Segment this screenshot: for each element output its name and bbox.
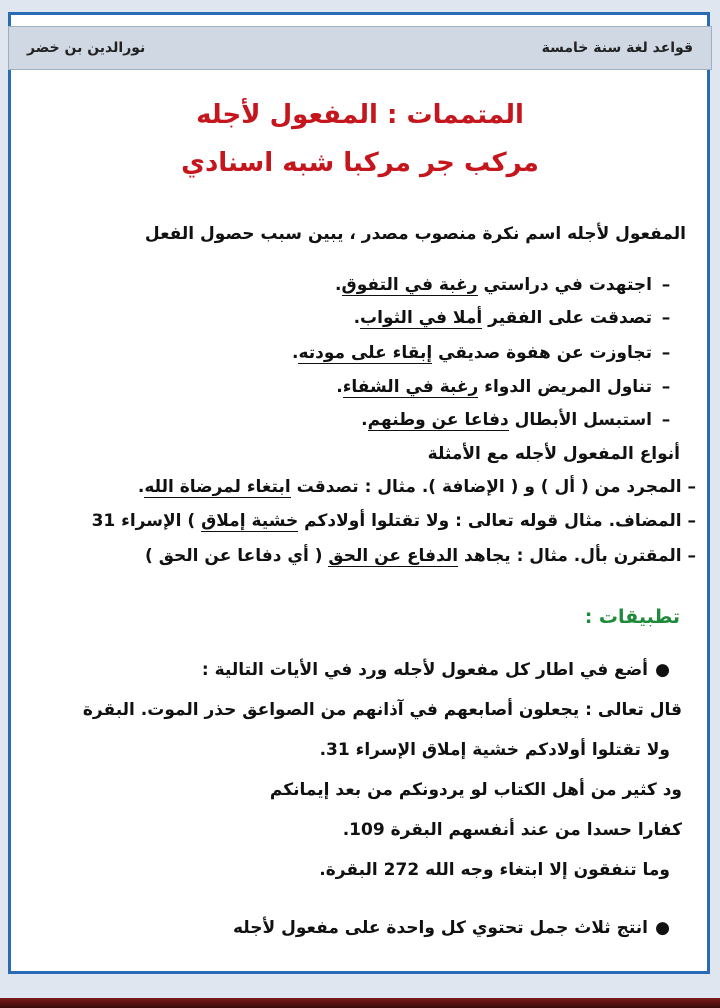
example-item: –تجاوزت عن هفوة صديقي إبقاء على مودته. (291, 343, 671, 363)
example-item: –اجتهدت في دراستي رغبة في التفوق. (335, 275, 671, 295)
header-subject: قواعد لغة سنة خامسة (541, 40, 693, 56)
type-item: – المضاف. مثال قوله تعالى : ولا تقتلوا أولادكم خشية إملاق ) الإسراء 31 (91, 511, 696, 531)
page-header (8, 26, 712, 70)
example-item: –تصدقت على الفقير أملا في الثواب. (353, 308, 671, 328)
verse-line: ولا تقتلوا أولادكم خشية إملاق الإسراء 31. (319, 740, 670, 760)
page-title: المتممات : المفعول لأجله (196, 100, 524, 130)
verse-line: ود كثير من أهل الكتاب لو يردونكم من بعد إيمانكم (269, 780, 682, 800)
type-item: – المجرد من ( أل ) و ( الإضافة ). مثال : تصدقت ابتغاء لمرضاة الله. (137, 477, 696, 497)
page-subtitle: مركب جر مركبا شبه اسنادي (181, 148, 539, 178)
applications-heading: تطبيقات : (584, 606, 680, 628)
task-item: ●أضع في اطار كل مفعول لأجله ورد في الأيات التالية : (201, 660, 670, 680)
task-item: ●انتج ثلاث جمل تحتوي كل واحدة على مفعول لأجله (233, 918, 670, 938)
types-heading: أنواع المفعول لأجله مع الأمثلة (427, 444, 680, 464)
verse-line: كفارا حسدا من عند أنفسهم البقرة 109. (342, 820, 682, 840)
example-item: –تناول المريض الدواء رغبة في الشفاء. (336, 377, 671, 397)
verse-line: قال تعالى : يجعلون أصابعهم في آذانهم من الصواعق حذر الموت. البقرة (82, 700, 682, 720)
bottom-bar (0, 998, 720, 1008)
type-item: – المقترن بأل. مثال : يجاهد الدفاع عن الحق ( أي دفاعا عن الحق ) (145, 546, 696, 566)
definition-text: المفعول لأجله اسم نكرة منصوب مصدر ، يبين سبب حصول الفعل (144, 224, 686, 244)
header-author: نورالدين بن خضر (27, 40, 146, 56)
example-item: –استبسل الأبطال دفاعا عن وطنهم. (361, 410, 671, 430)
verse-line: وما تنفقون إلا ابتغاء وجه الله 272 البقرة. (319, 860, 670, 880)
